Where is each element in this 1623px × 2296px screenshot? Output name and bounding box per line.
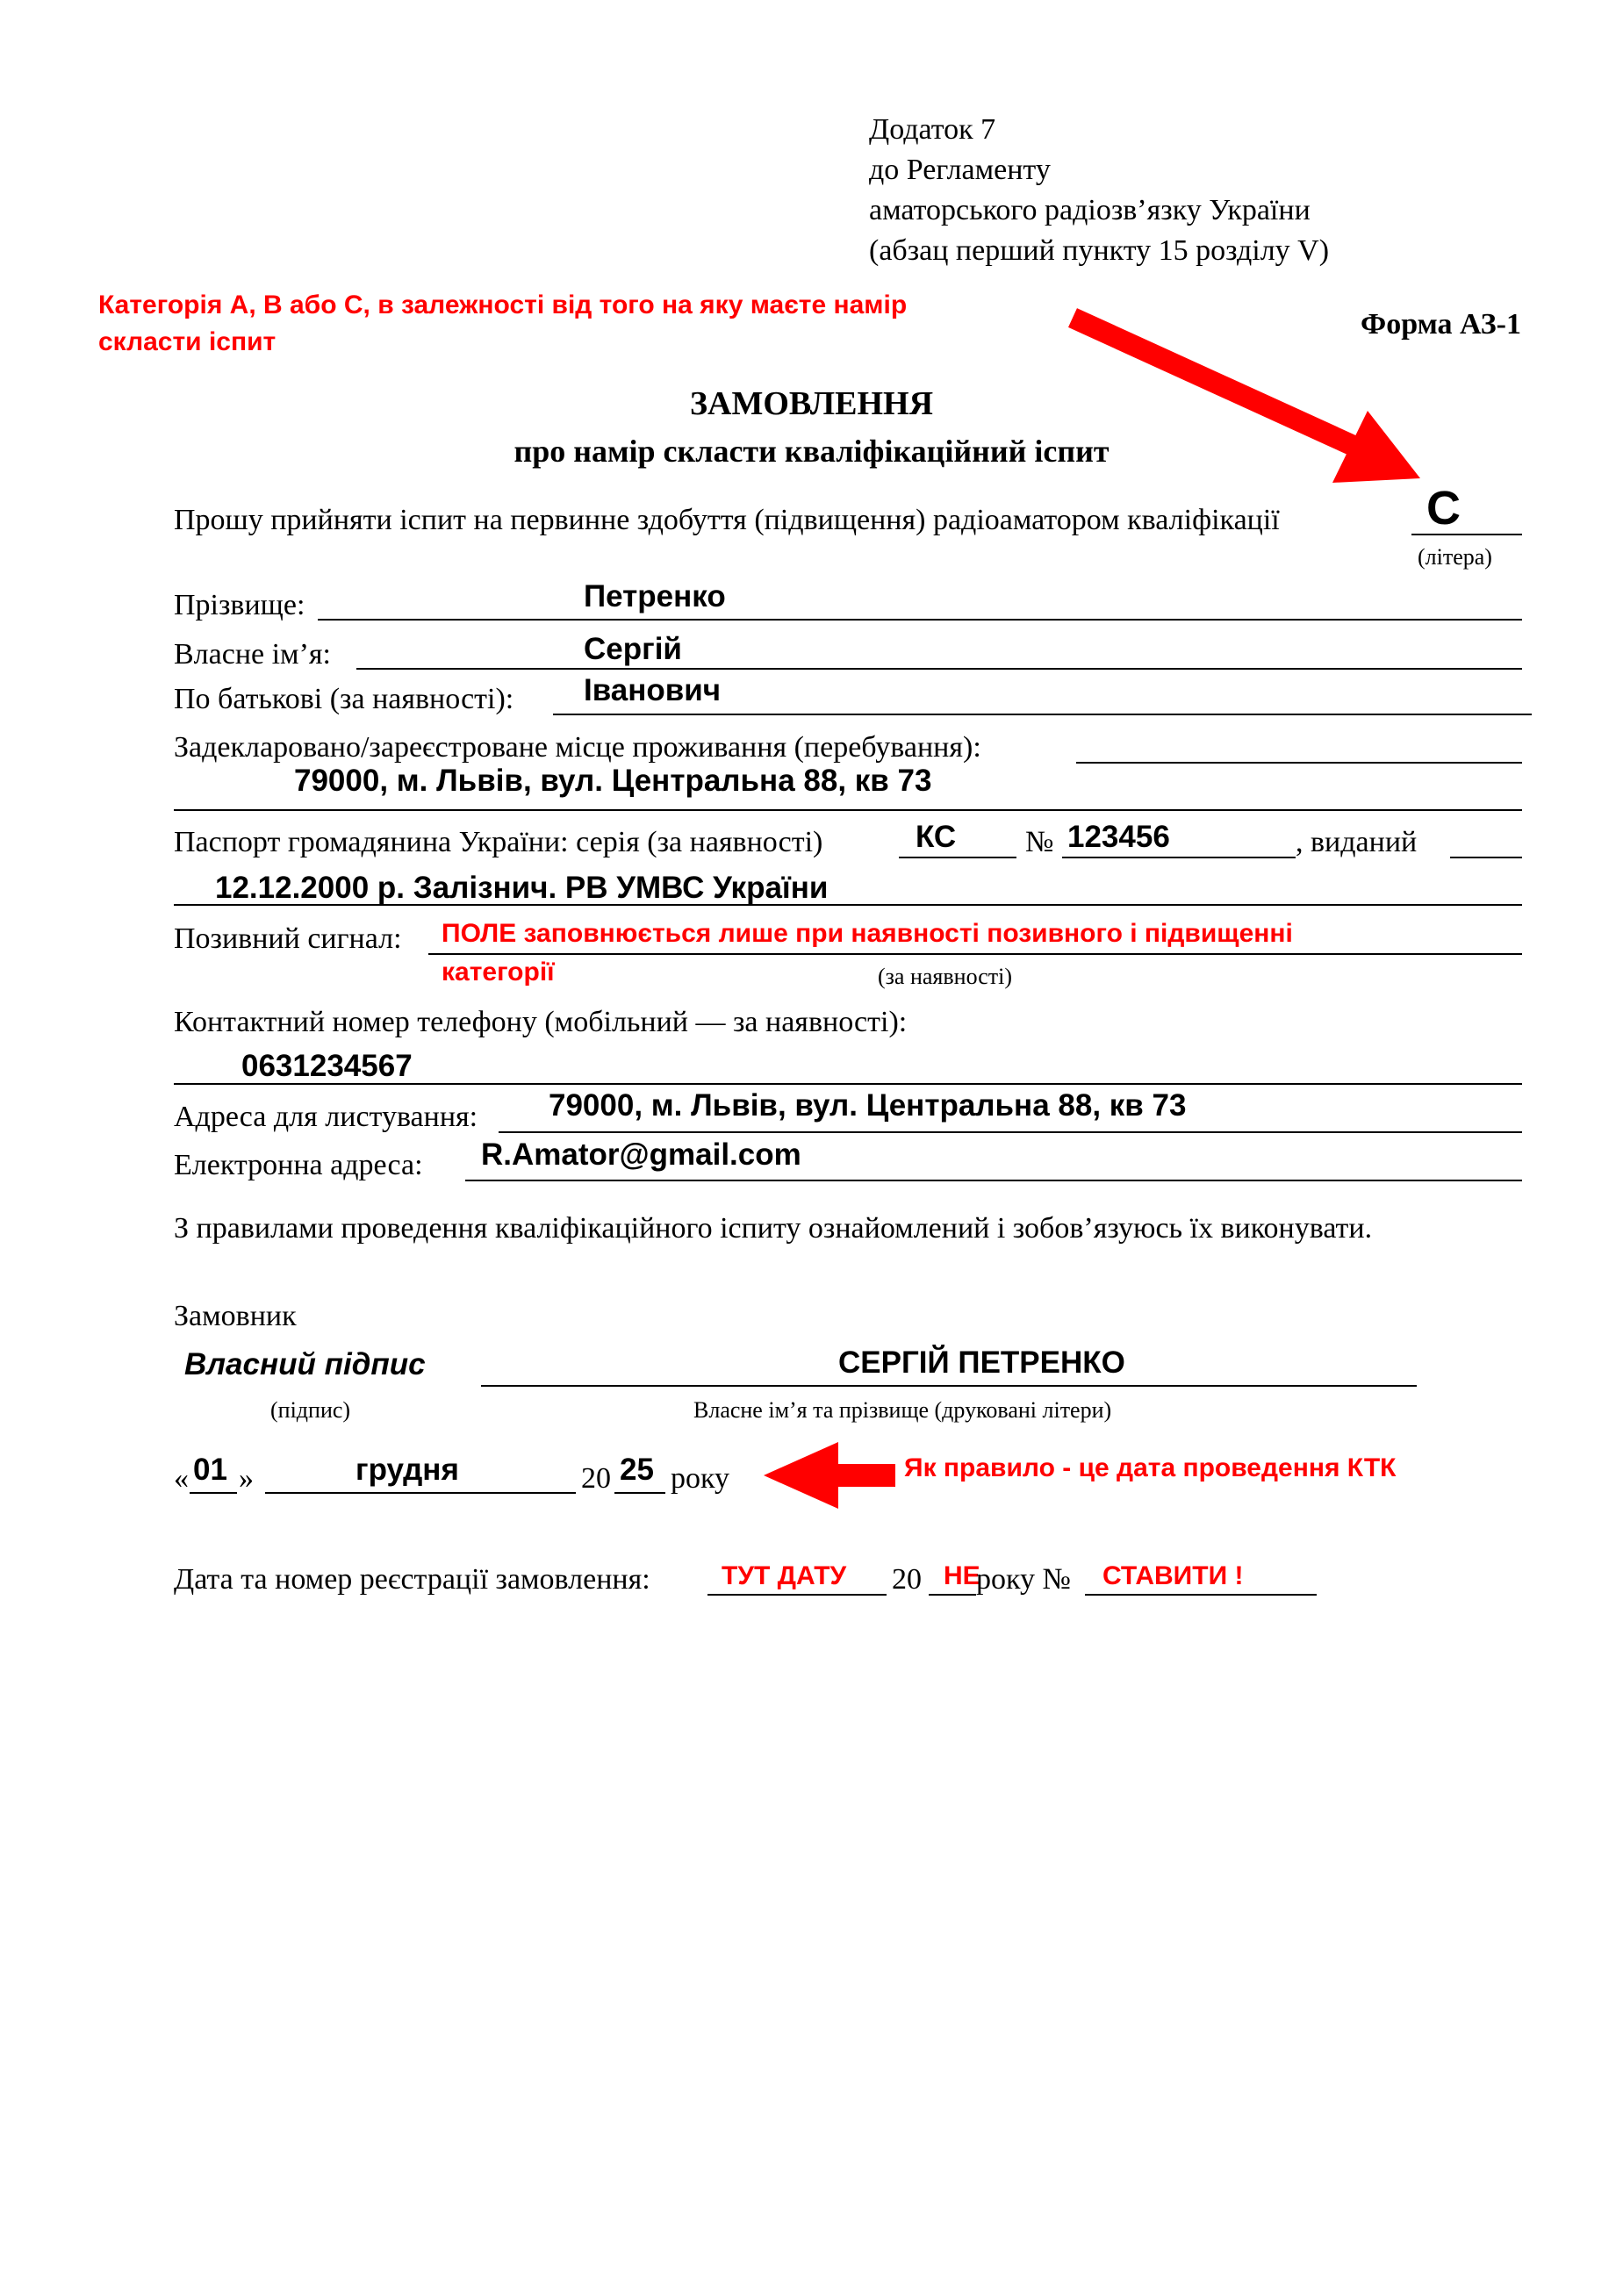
year-line [614, 1492, 665, 1494]
registration-number-line [1085, 1594, 1317, 1596]
passport-label: Паспорт громадянина України: серія (за наявності) [174, 826, 823, 858]
printed-name-value: СЕРГІЙ ПЕТРЕНКО [838, 1345, 1125, 1380]
date-year-prefix: 20 [581, 1462, 611, 1495]
registration-year-prefix: 20 [892, 1563, 922, 1596]
document-title: ЗАМОВЛЕННЯ [689, 385, 934, 422]
passport-series: КС [916, 820, 957, 854]
document-subtitle: про намір скласти кваліфікаційний іспит [513, 434, 1110, 469]
postal-line [499, 1131, 1522, 1133]
date-year-suffix: 25 [620, 1453, 654, 1487]
callsign-note-line-2: категорії [442, 958, 555, 987]
residence-line-2 [174, 809, 1522, 811]
registration-date-note: ТУТ ДАТУ [722, 1561, 847, 1590]
date-arrow-icon [764, 1442, 895, 1509]
registration-year-line [929, 1594, 976, 1596]
callsign-line [428, 953, 1522, 955]
registration-year-note: НЕ [944, 1561, 980, 1590]
category-note-line-2: скласти іспит [98, 327, 276, 356]
given-name-value: Сергій [584, 632, 682, 666]
signature-caption: (підпис) [270, 1397, 351, 1423]
signature-value: Власний підпис [184, 1347, 426, 1381]
category-caption: (літера) [1418, 544, 1492, 570]
form-label: Форма АЗ-1 [1361, 308, 1521, 341]
postal-value: 79000, м. Львів, вул. Центральна 88, кв 73 [549, 1088, 1187, 1123]
issued-line-2 [174, 904, 1522, 906]
customer-label: Замовник [174, 1300, 297, 1332]
surname-line [318, 619, 1522, 621]
appendix-line-2: до Регламенту [869, 154, 1051, 186]
patronymic-line [553, 714, 1532, 715]
email-value: R.Amator@gmail.com [481, 1137, 801, 1172]
registration-number-note: СТАВИТИ ! [1102, 1561, 1244, 1590]
appendix-line-4: (абзац перший пункту 15 розділу V) [869, 234, 1330, 267]
callsign-note-line-1: ПОЛЕ заповнюється лише при наявності позивного і підвищенні [442, 919, 1293, 948]
date-day: 01 [193, 1453, 227, 1487]
given-name-line [356, 668, 1522, 670]
callsign-label: Позивний сигнал: [174, 922, 402, 955]
date-year-word: року [671, 1462, 730, 1495]
date-month: грудня [355, 1453, 459, 1487]
issued-label: , виданий [1296, 826, 1418, 858]
phone-line [174, 1083, 1522, 1085]
email-line [465, 1180, 1522, 1181]
registration-date-line [707, 1594, 887, 1596]
callsign-caption: (за наявності) [878, 964, 1013, 989]
patronymic-value: Іванович [584, 673, 722, 707]
day-line [190, 1492, 237, 1494]
date-note: Як правило - це дата проведення КТК [904, 1453, 1397, 1482]
phone-label: Контактний номер телефону (мобільний — за наявності): [174, 1006, 908, 1038]
appendix-line-3: аматорського радіозв’язку України [869, 194, 1311, 226]
residence-line-1 [1076, 762, 1522, 764]
phone-value: 0631234567 [241, 1049, 413, 1083]
passport-number-line [1062, 857, 1296, 858]
issued-value: 12.12.2000 р. Залізнич. РВ УМВС України [215, 871, 829, 905]
request-label: Прошу прийняти іспит на первинне здобуття (підвищення) радіоаматором кваліфікації [174, 504, 1280, 536]
surname-label: Прізвище: [174, 589, 305, 621]
rules-statement: З правилами проведення кваліфікаційного іспиту ознайомлений і зобов’язуюсь їх виконувати. [174, 1212, 1373, 1245]
name-line [481, 1385, 1417, 1387]
surname-value: Петренко [584, 579, 726, 613]
date-open-quote: « [174, 1462, 189, 1495]
issued-line-1 [1450, 857, 1522, 858]
given-name-label: Власне ім’я: [174, 638, 331, 671]
patronymic-label: По батькові (за наявності): [174, 683, 514, 715]
registration-year-word: року № [976, 1563, 1071, 1596]
postal-label: Адреса для листування: [174, 1101, 478, 1133]
month-line [265, 1492, 576, 1494]
category-value: C [1426, 482, 1461, 535]
residence-label: Задекларовано/зареєстроване місце проживання (перебування): [174, 731, 981, 764]
category-note-line-1: Категорія А, В або С, в залежності від того на яку маєте намір [98, 291, 908, 319]
registration-label: Дата та номер реєстрації замовлення: [174, 1563, 650, 1596]
passport-number: 123456 [1067, 820, 1170, 854]
printed-name-caption: Власне ім’я та прізвище (друковані літери) [693, 1397, 1112, 1423]
passport-number-label: № [1025, 826, 1054, 858]
email-label: Електронна адреса: [174, 1149, 423, 1181]
appendix-line-1: Додаток 7 [869, 113, 996, 146]
date-close-quote: » [239, 1462, 254, 1495]
passport-series-line [899, 857, 1016, 858]
residence-value: 79000, м. Львів, вул. Центральна 88, кв 73 [294, 764, 932, 798]
